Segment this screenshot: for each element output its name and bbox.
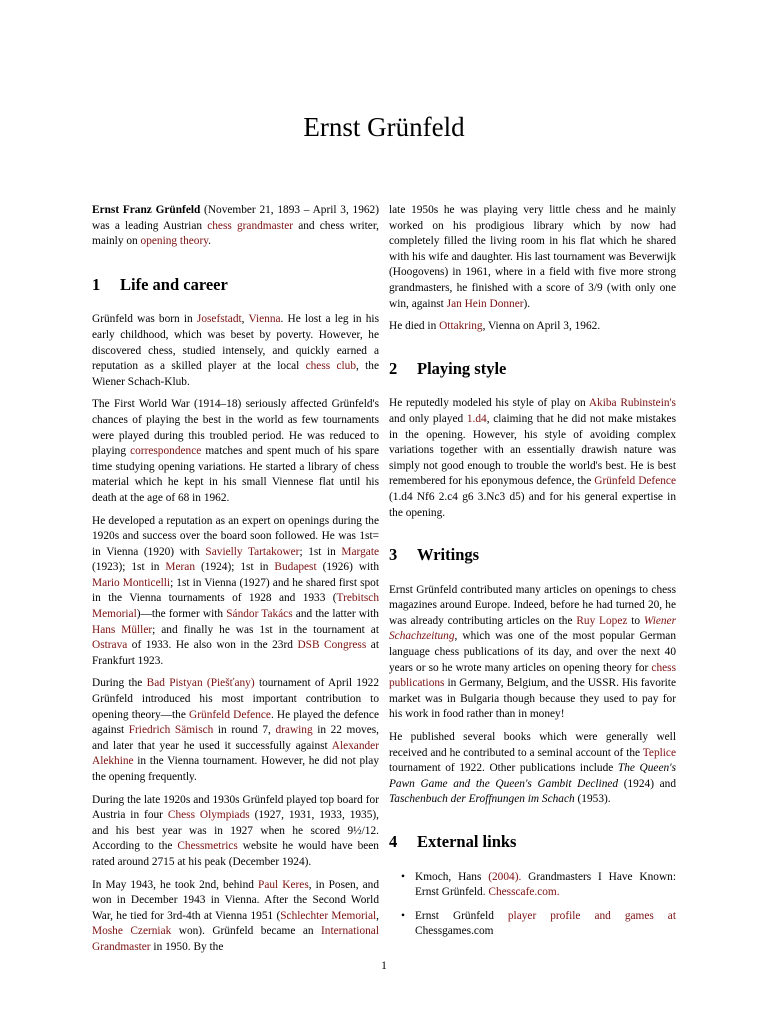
right-column <box>389 203 676 948</box>
inline-link[interactable]: . Chesscafe.com. <box>482 886 560 899</box>
life-paragraph: Grünfeld was born in Josefstadt, Vienna. He lost a leg in his early childhood, which was beset by poverty. However, he discovered chess, studied intensely, and quickly earned a reputation as a skilled player at the local chess club, the Wiener Schach-Klub. <box>92 313 379 388</box>
left-column <box>92 203 379 963</box>
life-paragraph: During the Bad Pistyan (Piešťany) tournament of April 1922 Grünfeld introduced his most important contribution to opening theory—the Grünfeld Defence. He played the defence against Friedrich Sämisch in round 7, drawing in 22 moves, and later that year he used it successfully against Alexander Alekhine in the Vienna tournament. However, he did not play the opening frequently. <box>92 677 380 783</box>
inline-link[interactable]: Bad Pistyan (Piešťany) <box>146 677 255 690</box>
inline-link[interactable]: Budapest <box>274 561 317 574</box>
page-number: 1 <box>381 960 387 972</box>
inline-link[interactable]: Ruy Lopez <box>576 614 628 627</box>
section-heading-external-links: 4 External links <box>389 832 517 851</box>
inline-link[interactable]: Akiba Rubinstein's <box>588 397 676 410</box>
inline-link[interactable]: Savielly Tartakower <box>205 545 300 558</box>
inline-link[interactable]: Ostrava <box>92 639 128 652</box>
section-heading-playing-style: 2 Playing style <box>389 358 507 378</box>
inline-link[interactable]: Ottakring <box>439 320 483 333</box>
section-heading-life-and-career: 1 Life and career <box>92 274 228 294</box>
inline-link[interactable]: Wiener Schachzeitung <box>389 614 677 643</box>
inline-link[interactable]: drawing <box>275 724 313 737</box>
bullet: • <box>401 870 405 883</box>
style-paragraph: He reputedly modeled his style of play on Akiba Rubinstein's and only played 1.d4, claiming that he did not make mistakes in the opening. However, his style of avoiding complex variations together with an essentially drawish nature was simply not good enough to trouble the world's best. He is best remembered for his eponymous defence, the Grünfeld Defence (1.d4 Nf6 2.c4 g6 3.Nc3 d5) and for his general expertise in the opening. <box>389 397 676 519</box>
inline-link[interactable]: Paul Keres <box>258 878 309 891</box>
inline-link[interactable]: Alexander Alekhine <box>92 739 379 768</box>
inline-link[interactable]: Grünfeld Defence <box>594 475 676 488</box>
inline-link[interactable]: player profile and games at <box>493 909 676 922</box>
bullet: • <box>401 909 405 922</box>
external-links-list <box>389 870 676 940</box>
book-title: The Queen's Pawn Game and the Queen's Gambit Declined <box>389 762 676 790</box>
life-paragraph: The First World War (1914–18) seriously affected Grünfeld's chances of playing the best in the world as few tournaments were played during this troubled period. He was reduced to playing correspondence matches and spent much of his spare time studying opening variations. He started a library of chess material which he kept in his small Viennese flat until his death at the age of 68 in 1962. <box>92 398 379 504</box>
inline-link[interactable]: 1.d4 <box>466 412 487 425</box>
inline-link[interactable]: Schlechter Memorial <box>280 909 377 922</box>
page-title: Ernst Grünfeld <box>303 112 465 142</box>
inline-link[interactable]: Friedrich Sämisch <box>128 724 214 737</box>
life-paragraph: During the late 1920s and 1930s Grünfeld played top board for Austria in four Chess Olympiads (1927, 1931, 1933, 1935), and his best year was in 1927 when he scored 9½/12. According to the Chessmetrics website he would have been rated around 2715 at his peak (December 1924). <box>92 793 380 868</box>
inline-link[interactable]: Margate <box>341 545 380 558</box>
inline-link[interactable]: Moshe Czerniak <box>92 925 172 938</box>
inline-link[interactable]: chess publications <box>389 661 676 690</box>
inline-link[interactable]: Josefstadt <box>196 313 242 326</box>
inline-link[interactable]: Hans Müller <box>92 623 153 636</box>
list-item: • Kmoch, Hans (2004). Grandmasters I Have Known: Ernst Grünfeld. Chesscafe.com. <box>401 870 676 899</box>
inline-link[interactable]: DSB Congress <box>297 639 367 652</box>
inline-link[interactable]: Chessmetrics <box>177 840 238 853</box>
life-paragraph: He died in Ottakring, Vienna on April 3, 1962. <box>389 320 601 333</box>
inline-link[interactable]: Mario Monticelli <box>92 576 171 589</box>
inline-link[interactable]: Jan Hein Donner <box>446 297 524 310</box>
inline-link[interactable]: (2004). <box>481 870 529 883</box>
inline-link[interactable]: Trebitsch Memorial <box>92 592 379 621</box>
intro-paragraph: Ernst Franz Grünfeld (November 21, 1893 – April 3, 1962) was a leading Austrian chess grandmaster and chess writer, mainly on opening theory. <box>92 204 379 248</box>
inline-link[interactable]: Meran <box>165 561 196 574</box>
writings-paragraph: He published several books which were generally well received and he contributed to a seminal account of the Teplice tournament of 1922. Other publications include The Queen's Pawn Game and the Queen's Gambit Declined (1924) and Taschenbuch der Eroffnungen im Schach (1953). <box>389 731 677 806</box>
link-opening-theory[interactable]: opening theory <box>140 235 209 248</box>
life-paragraph-continuation: late 1950s he was playing very little chess and he mainly worked on his prodigious library which by now had completely filled the living room in his flat which he shared with his wife and daughter. His last tournament was Beverwijk (Hoogovens) in 1961, where in a field with five more strong grandmasters, he finished with a score of 3/9 (with only one win, against Jan Hein Donner). <box>389 204 676 310</box>
link-teplice[interactable]: Teplice <box>642 746 676 759</box>
inline-link[interactable]: Chess Olympiads <box>167 809 250 822</box>
subject-name: Ernst Franz Grünfeld <box>92 204 201 216</box>
inline-link[interactable]: Vienna <box>248 313 281 326</box>
life-paragraph-continued: In May 1943, he took 2nd, behind Paul Keres, in Posen, and won in December 1943 in Vienna. After the Second World War, he tied for 3rd-4th at Vienna 1951 (Schlechter Memorial, Moshe Czerniak won). Grünfeld became an International Grandmaster in 1950. By the <box>92 878 380 953</box>
inline-link[interactable]: Grünfeld Defence <box>189 708 271 721</box>
link-chess-grandmaster[interactable]: chess grandmaster <box>207 219 294 232</box>
list-item: • Ernst Grünfeld player profile and games at Chessgames.com <box>401 909 676 938</box>
book-title: Taschenbuch der Eroffnungen im Schach <box>389 793 575 806</box>
section-heading-writings: 3 Writings <box>389 545 480 565</box>
life-paragraph: He developed a reputation as an expert on openings during the 1920s and success over the board soon followed. He was 1st= in Vienna (1920) with Savielly Tartakower; 1st in Margate (1923); 1st in Meran (1924); 1st in Budapest (1926) with Mario Monticelli; 1st in Vienna (1927) and he shared first spot in the Vienna tournaments of 1928 and 1933 (Trebitsch Memorial)—the former with Sándor Takács and the latter with Hans Müller; and finally he was 1st in the tournament at Ostrava of 1933. He also won in the 23rd DSB Congress at Frankfurt 1923. <box>92 514 380 667</box>
inline-link[interactable]: International Grandmaster <box>92 925 379 953</box>
writings-paragraph: Ernst Grünfeld contributed many articles on openings to chess magazines around Europe. Indeed, before he had turned 20, he was already contributing articles on the Ruy Lopez to Wiener Schachzeitung, which was one of the most popular German language chess publications of its day, and over the next 40 years or so he wrote many articles on opening theory for chess publications in Germany, Belgium, and the USSR. His favorite market was in Bulgaria though because they used to pay for his work in food rather than in money! <box>389 583 677 721</box>
inline-link[interactable]: chess club <box>305 360 356 373</box>
inline-link[interactable]: correspondence <box>130 445 202 458</box>
inline-link[interactable]: Sándor Takács <box>226 608 293 621</box>
